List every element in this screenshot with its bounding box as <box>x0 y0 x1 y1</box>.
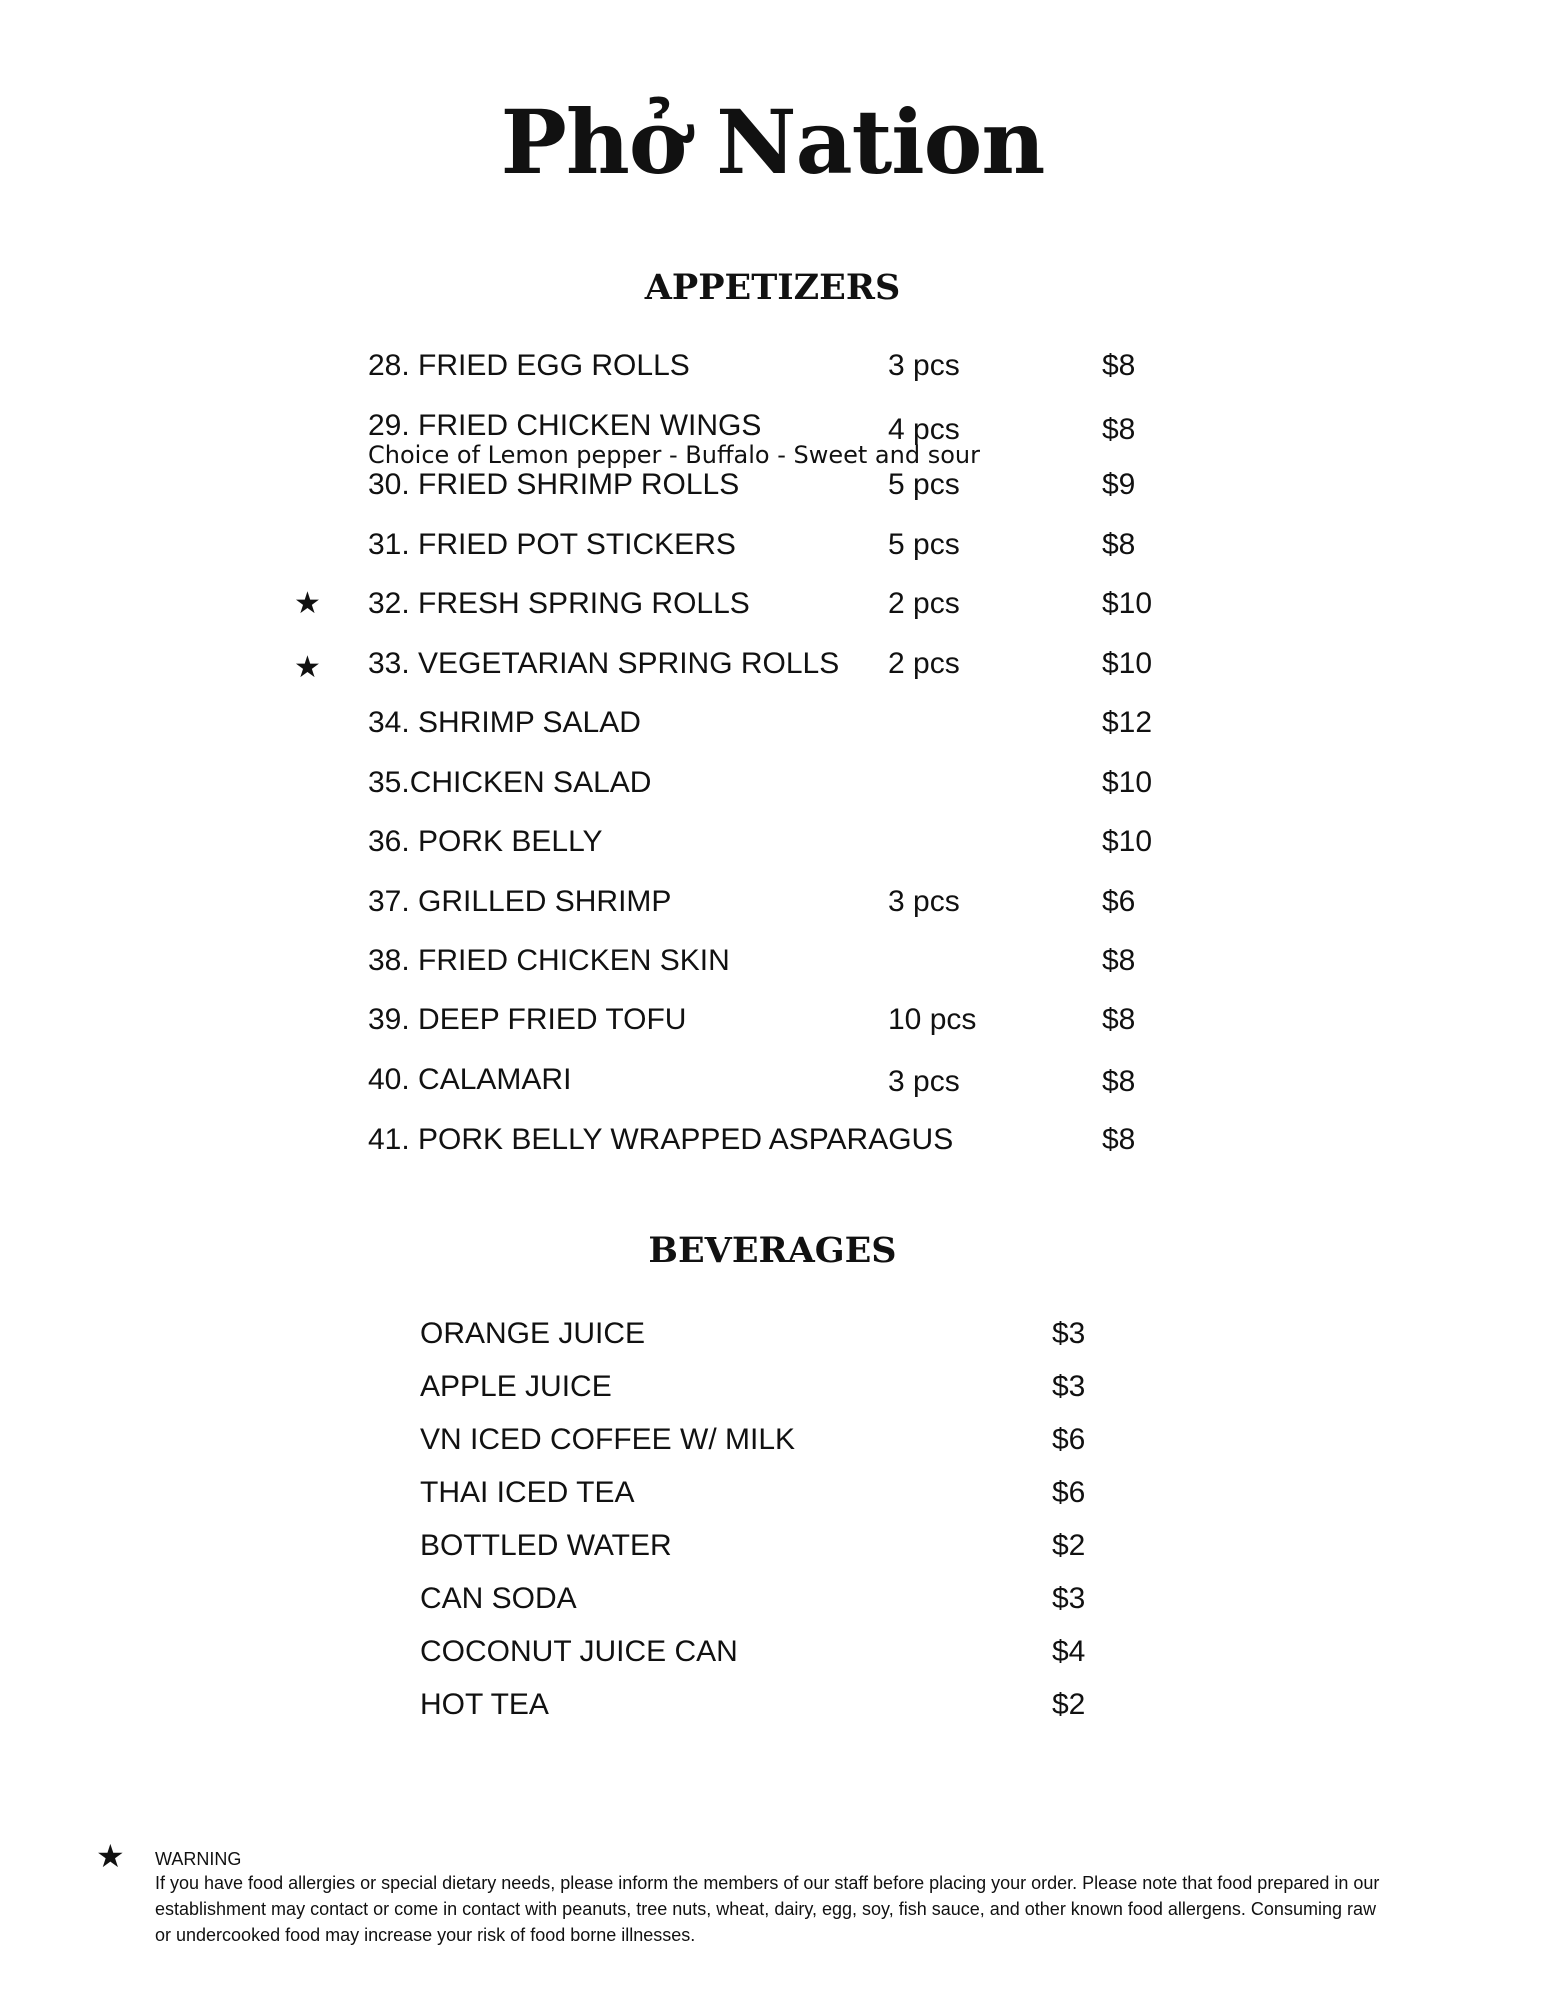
item-name: VN ICED COFFEE W/ MILK <box>420 1423 796 1456</box>
star-icon: ★ <box>294 586 321 621</box>
item-name: 33. VEGETARIAN SPRING ROLLS <box>368 647 840 680</box>
item-price: $6 <box>1052 1476 1086 1509</box>
menu-item-row <box>0 1002 1545 1042</box>
item-quantity: 5 pcs <box>888 528 960 561</box>
item-price: $3 <box>1052 1582 1086 1615</box>
item-price: $8 <box>1102 1065 1136 1098</box>
warning-label: WARNING <box>155 1849 242 1869</box>
item-price: $9 <box>1102 468 1136 501</box>
item-name: 29. FRIED CHICKEN WINGS <box>368 409 762 442</box>
item-price: $8 <box>1102 349 1136 382</box>
item-name: 35.CHICKEN SALAD <box>368 766 652 799</box>
item-name: COCONUT JUICE CAN <box>420 1635 738 1668</box>
beverage-row <box>0 1422 1545 1462</box>
item-name: ORANGE JUICE <box>420 1317 646 1350</box>
beverage-row <box>0 1687 1545 1727</box>
allergen-warning-text: If you have food allergies or special dietary needs, please inform the members of our staff before placing your order. Please note that food prepared in our establishment may contact or come in contact with peanuts, tree nuts, wheat, dairy, egg, soy, fish sauce, and other known food allergens. Consuming raw or undercooked food may increase your risk of food borne illnesses. <box>155 1873 1380 1945</box>
menu-item-row <box>0 467 1545 507</box>
menu-item-row <box>0 765 1545 805</box>
item-name: 40. CALAMARI <box>368 1063 572 1096</box>
item-name: APPLE JUICE <box>420 1370 612 1403</box>
item-name: 34. SHRIMP SALAD <box>368 706 641 739</box>
menu-item-row <box>0 348 1545 388</box>
beverage-row <box>0 1369 1545 1409</box>
appetizers-heading: APPETIZERS <box>644 267 901 308</box>
item-price: $4 <box>1052 1635 1086 1668</box>
menu-item-row <box>0 824 1545 864</box>
item-name: 39. DEEP FRIED TOFU <box>368 1003 687 1036</box>
item-quantity: 4 pcs <box>888 413 960 446</box>
item-price: $12 <box>1102 706 1153 739</box>
menu-item-row <box>0 705 1545 745</box>
item-quantity: 3 pcs <box>888 349 960 382</box>
menu-item-row <box>0 586 1545 626</box>
item-price: $10 <box>1102 825 1153 858</box>
item-quantity: 3 pcs <box>888 1065 960 1098</box>
item-name: BOTTLED WATER <box>420 1529 672 1562</box>
item-name: HOT TEA <box>420 1688 549 1721</box>
beverage-row <box>0 1528 1545 1568</box>
menu-item-row <box>0 1122 1545 1162</box>
menu-item-row <box>0 884 1545 924</box>
item-price: $8 <box>1102 413 1136 446</box>
menu-item-row <box>0 943 1545 983</box>
item-price: $3 <box>1052 1317 1086 1350</box>
item-price: $8 <box>1102 1123 1136 1156</box>
item-name: CAN SODA <box>420 1582 577 1615</box>
item-name: 31. FRIED POT STICKERS <box>368 528 736 561</box>
item-price: $3 <box>1052 1370 1086 1403</box>
item-quantity: 2 pcs <box>888 647 960 680</box>
beverage-row <box>0 1475 1545 1515</box>
item-quantity: 10 pcs <box>888 1003 977 1036</box>
restaurant-title: Phở Nation <box>500 90 1045 194</box>
item-price: $8 <box>1102 528 1136 561</box>
item-quantity: 2 pcs <box>888 587 960 620</box>
item-name: 28. FRIED EGG ROLLS <box>368 349 690 382</box>
menu-item-row <box>0 1062 1545 1102</box>
item-name: 32. FRESH SPRING ROLLS <box>368 587 750 620</box>
item-name: 30. FRIED SHRIMP ROLLS <box>368 468 740 501</box>
item-note: Choice of Lemon pepper - Buffalo - Sweet and sour <box>368 441 980 469</box>
beverage-row <box>0 1316 1545 1356</box>
item-price: $6 <box>1102 885 1136 918</box>
item-price: $8 <box>1102 1003 1136 1036</box>
item-price: $10 <box>1102 647 1153 680</box>
beverage-row <box>0 1581 1545 1621</box>
star-icon: ★ <box>96 1837 125 1875</box>
item-name: 37. GRILLED SHRIMP <box>368 885 672 918</box>
item-price: $6 <box>1052 1423 1086 1456</box>
item-price: $8 <box>1102 944 1136 977</box>
item-name: 38. FRIED CHICKEN SKIN <box>368 944 730 977</box>
item-quantity: 5 pcs <box>888 468 960 501</box>
item-price: $2 <box>1052 1688 1086 1721</box>
item-quantity: 3 pcs <box>888 885 960 918</box>
item-price: $10 <box>1102 587 1153 620</box>
item-name: 41. PORK BELLY WRAPPED ASPARAGUS <box>368 1123 954 1156</box>
beverage-row <box>0 1634 1545 1674</box>
item-price: $2 <box>1052 1529 1086 1562</box>
item-price: $10 <box>1102 766 1153 799</box>
star-icon: ★ <box>294 650 321 685</box>
menu-item-row <box>0 527 1545 567</box>
beverages-heading: BEVERAGES <box>648 1230 897 1271</box>
menu-item-row <box>0 646 1545 686</box>
item-name: 36. PORK BELLY <box>368 825 603 858</box>
item-name: THAI ICED TEA <box>420 1476 635 1509</box>
